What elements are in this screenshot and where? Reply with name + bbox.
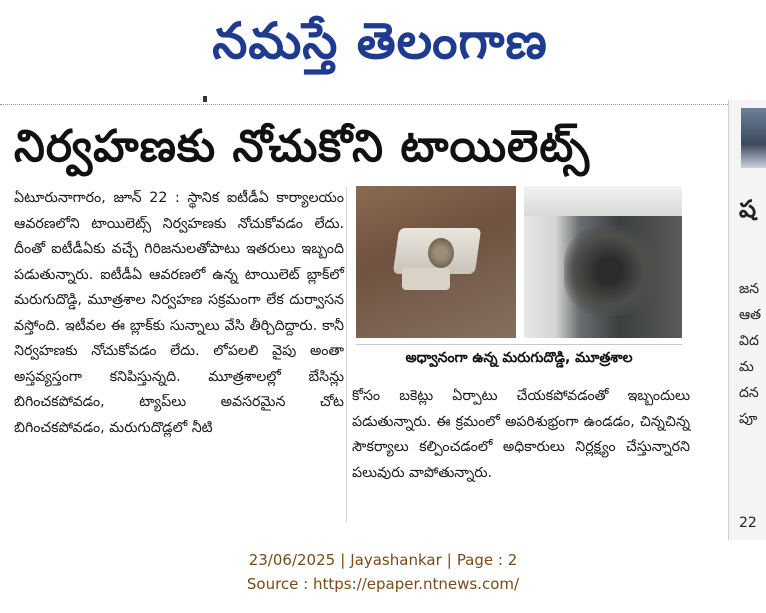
toilet-photo [356,186,516,338]
article-body-right [352,384,690,530]
adjacent-article-strip [728,100,766,540]
adjacent-article-photo [741,108,766,168]
adjacent-article-line: 22 [739,515,757,531]
article-paragraph: కోసం బకెట్లు ఏర్పాటు చేయకపోవడంతో ఇబ్బందులు పడుతున్నారు. ఈ క్రమంలో అపరిశుభ్రంగా ఉండడం, చిన్నచిన్న సౌకర్యాలు కల్పించడంలో అధికారులు నిర్లక్ష్యం చేస్తున్నారని పలువురు వాపోతున్నారు. [352,388,690,481]
article-body-left [14,186,344,528]
adjacent-article-line: పూ [739,411,758,427]
article-paragraph: ఏటూరునాగారం, జూన్ 22 : స్థానిక ఐటీడీఏ కార్యాలయం ఆవరణలోని టాయిలెట్స్ నిర్వహణకు నోచుకోవడం లేదు. దీంతో ఐటీడీఏకు వచ్చే గిరిజనులతోపాటు ఇతరులు ఇబ్బంది పడుతున్నారు. ఐటీడీఏ ఆవరణలో ఉన్న టాయిలెట్ బ్లాక్‌లో మరుగుదొడ్డి, మూత్రశాల నిర్వహణ సక్రమంగా లేక దుర్వాసన వస్తోంది. ఇటీవల ఈ బ్లాక్‌కు సున్నాలు వేసి తీర్చిదిద్దారు. కానీ నిర్వహణకు నోచుకోవడం లేదు. లోపలలి వైపు అంతా అస్తవ్యస్తంగా కనిపిస్తున్నది. మూత్రశాలల్లో బేసిన్లు బిగించకపోవడం, ట్యాప్‌లు అవసరమైన చోట బిగించకపోవడం, మరుగుదొడ్లలో నీటి [14,190,344,436]
adjacent-article-line: మ [739,359,754,375]
page-mark [203,96,207,102]
epaper-footer [0,548,766,596]
adjacent-article-line: విద [739,333,759,349]
adjacent-article-line: దన [739,385,759,401]
footer-page: Page : 2 [456,551,518,569]
adjacent-article-line: ఆత [739,307,762,323]
photo-caption: అధ్వానంగా ఉన్న మరుగుదొడ్డి, మూత్రశాల [356,344,682,370]
footer-date: 23/06/2025 [248,551,336,569]
masthead [0,0,766,90]
footer-meta: 23/06/2025 | Jayashankar | Page : 2 [248,551,518,569]
footer-edition: Jayashankar [350,551,442,569]
newspaper-logo: నమస్తే తెలంగాణ [212,12,548,70]
footer-source: Source : https://epaper.ntnews.com/ [246,575,520,593]
urinal-photo [524,186,682,338]
masthead-divider [0,104,728,105]
column-divider [346,186,347,522]
article-photo-block [356,186,682,376]
adjacent-article-heading: ష [739,195,757,223]
article-headline: నిర్వహణకు నోచుకోని టాయిలెట్స్ [14,121,591,172]
adjacent-article-line: జన [739,281,760,297]
